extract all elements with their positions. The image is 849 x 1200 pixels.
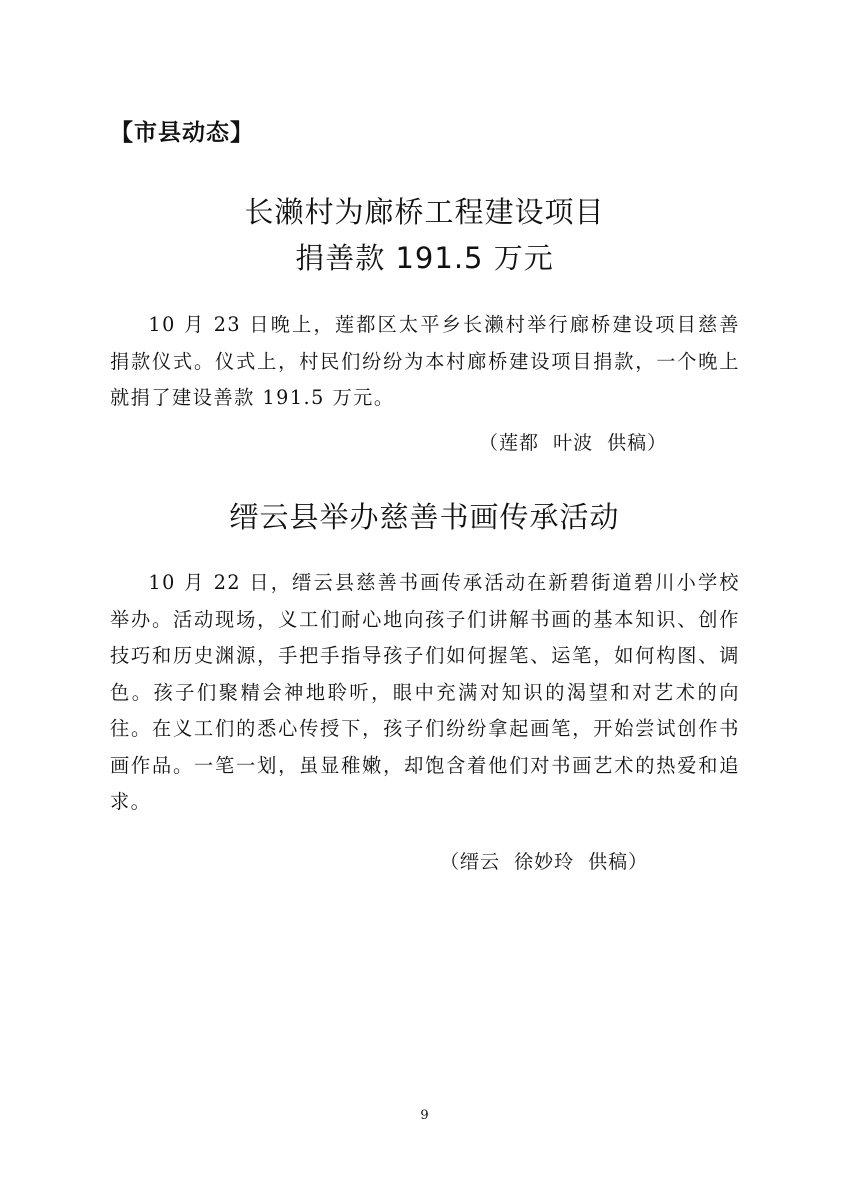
section-tag: 【市县动态】 [110,120,254,146]
article-2-body: 10 月 22 日，缙云县慈善书画传承活动在新碧街道碧川小学校举办。活动现场，义工们耐心地向孩子们讲解书画的基本知识、创作技巧和历史渊源，手把手指导孩子们如何握笔、运笔，如何构图、调色。孩子们聚精会神地聆听，眼中充满对知识的渴望和对艺术的向往。在义工们的悉心传授下，孩子们纷纷拿起画笔，开始尝试创作书画作品。一笔一划，虽显稚嫩，却饱含着他们对书画艺术的热爱和追求。 [110,571,740,813]
page-number: 9 [420,1108,429,1123]
article-1-byline: （莲都 叶波 供稿） [479,432,668,454]
article-1-title-line1: 长濑村为廊桥工程建设项目 [244,195,605,229]
article-2-title: 缙云县举办慈善书画传承活动 [229,500,620,534]
article-1-title-line2: 捐善款 191.5 万元 [295,241,554,275]
article-2-byline: （缙云 徐妙玲 供稿） [440,851,649,873]
article-1-body: 10 月 23 日晚上，莲都区太平乡长濑村举行廊桥建设项目慈善捐款仪式。仪式上，村民们纷纷为本村廊桥建设项目捐款，一个晚上就捐了建设善款 191.5 万元。 [110,313,740,409]
